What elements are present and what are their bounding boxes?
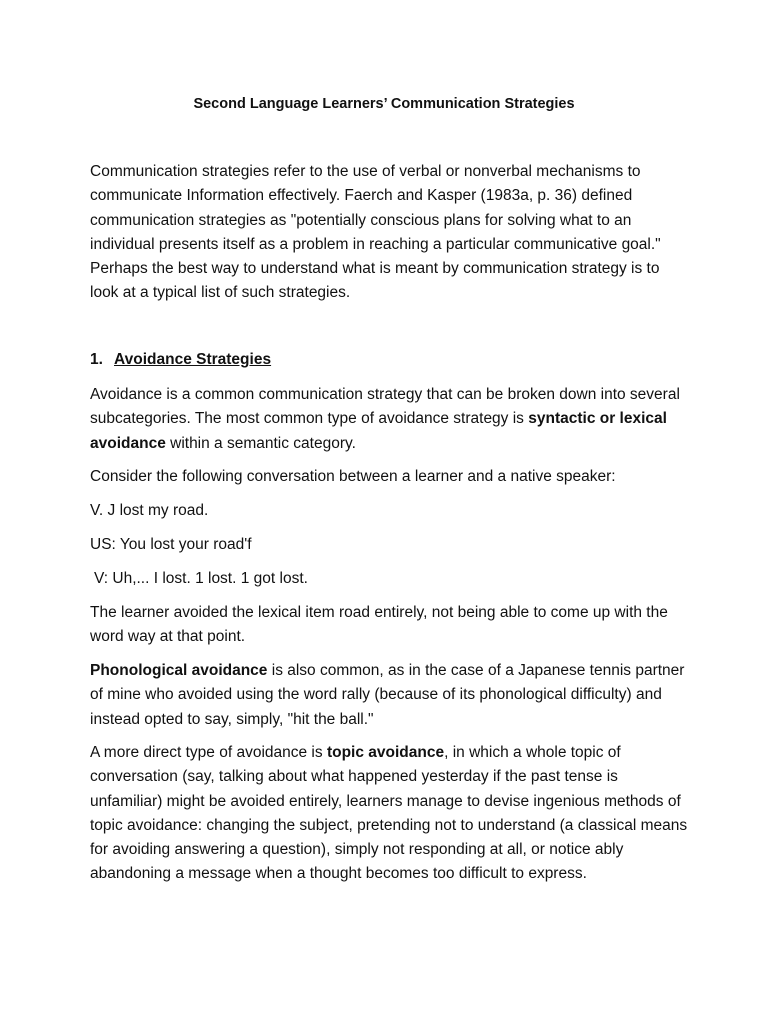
phonological-bold-term: Phonological avoidance xyxy=(90,662,268,679)
learner-paragraph: The learner avoided the lexical item road entirely, not being able to come up with the word way at that point. xyxy=(90,604,668,646)
consider-paragraph: Consider the following conversation between a learner and a native speaker: xyxy=(90,468,616,485)
avoidance-text-start: Avoidance is a common communication strategy that can be broken down into several subcategories. The most common type of avoidance strategy is xyxy=(90,386,680,428)
section-heading xyxy=(90,348,271,372)
phonological-paragraph xyxy=(90,659,690,732)
topic-text-end: , in which a whole topic of conversation (say, talking about what happened yesterday if the past tense is unfamiliar) might be avoided entirely, learners manage to devise ingenious methods of topic avoidance: changing the subject, pretending not to understand (a classical means for avoiding answering a question), simply not responding at all, or notice ably abandoning a message when a thought becomes too difficult to express. xyxy=(90,744,688,883)
intro-paragraph: Communication strategies refer to the use of verbal or nonverbal mechanisms to communicate Information effectively. Faerch and Kasper (1983a, p. 36) defined communication strategies as "potentially conscious plans for solving what to an individual presents itself as a problem in reaching a particular communicative goal." Perhaps the best way to understand what is meant by communication strategy is to look at a typical list of such strategies. xyxy=(90,163,661,302)
avoidance-text-end: within a semantic category. xyxy=(165,434,356,452)
page-title: Second Language Learners’ Communication Strategies xyxy=(193,96,575,112)
dialogue-line-learner-2: V: Uh,... I lost. 1 lost. 1 got lost. xyxy=(94,570,308,587)
dialogue-line-learner-1: V. J lost my road. xyxy=(90,502,209,519)
topic-text-start: A more direct type of avoidance is xyxy=(90,744,327,761)
section-heading-text: Avoidance Strategies xyxy=(114,351,272,368)
avoidance-bold-term: syntactic or lexical avoidance xyxy=(90,410,667,452)
dialogue-line-native: US: You lost your road'f xyxy=(90,536,252,553)
phonological-text: is also common, as in the case of a Japanese tennis partner of mine who avoided using the word rally (because of its phonological difficulty) and instead opted to say, simply, "hit the ball." xyxy=(90,662,685,728)
section-number: 1. xyxy=(90,351,103,368)
topic-bold-term: topic avoidance xyxy=(326,744,445,761)
topic-avoidance-paragraph xyxy=(90,741,690,887)
avoidance-paragraph xyxy=(90,383,690,456)
